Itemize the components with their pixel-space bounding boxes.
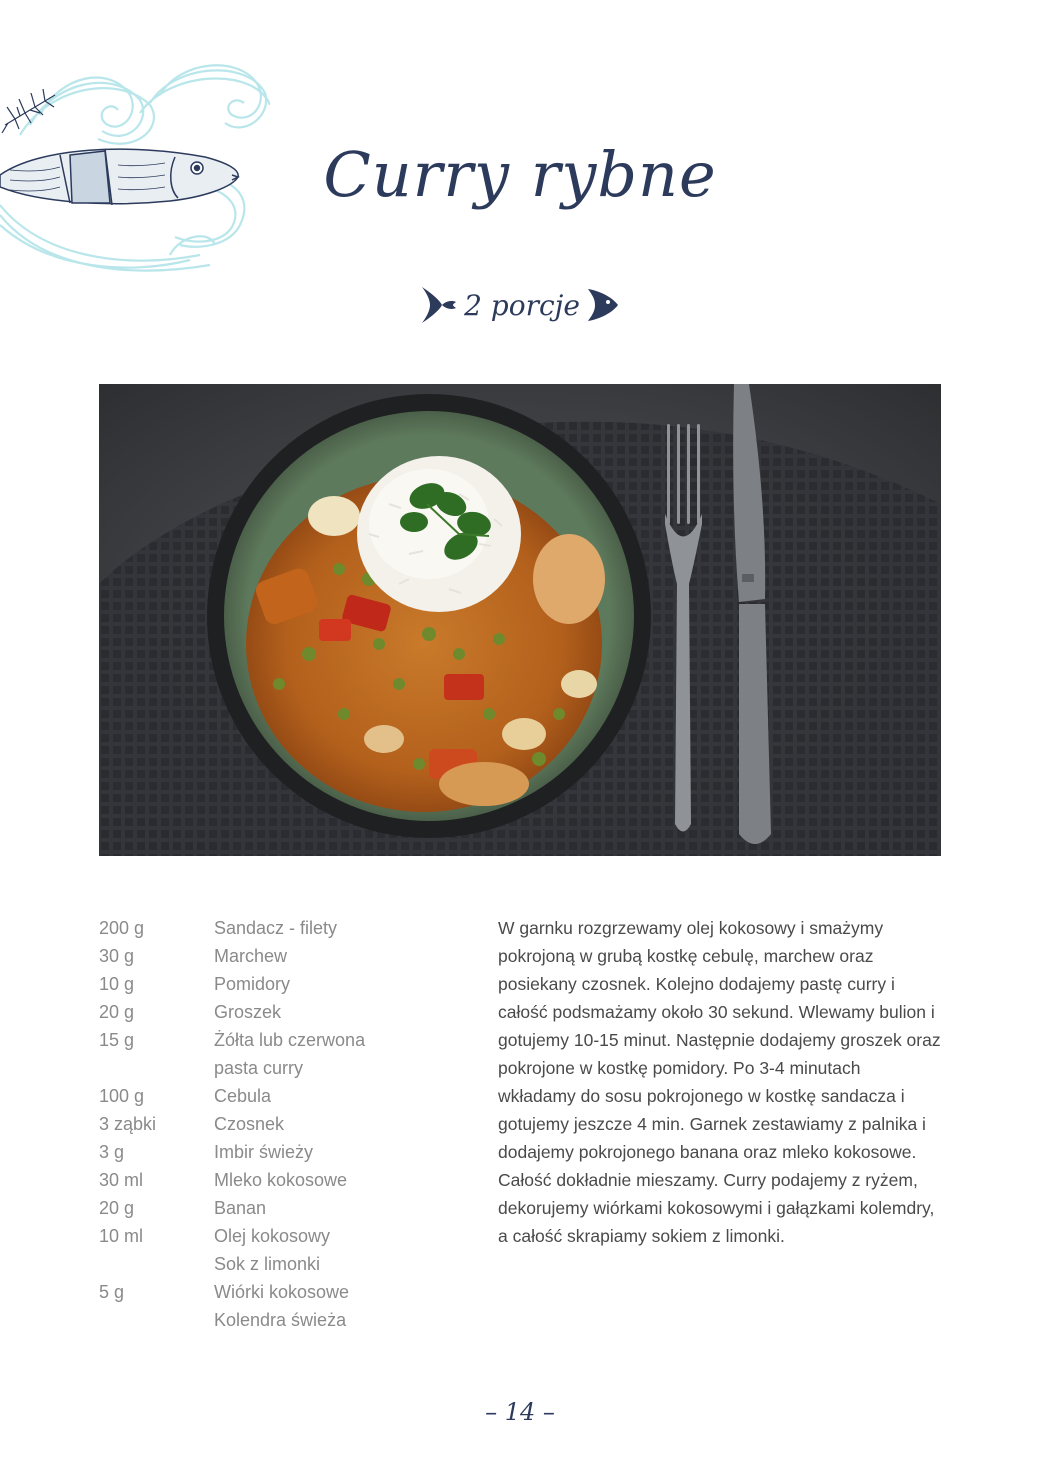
ingredient-name: Mleko kokosowe <box>214 1170 348 1190</box>
ingredient-name: Imbir świeży <box>214 1142 314 1162</box>
servings-banner <box>0 280 1040 330</box>
ingredient-qty: 20 g <box>99 1002 135 1022</box>
ingredient-qty: 3 g <box>99 1142 125 1162</box>
food-photo <box>99 384 941 856</box>
method-text: W garnku rozgrzewamy olej kokosowy i smażymy pokrojoną w grubą kostkę cebulę, marchew oraz posiekany czosnek. Kolejno dodajemy pastę curry i całość podsmażamy około 30 sekund. Wlewamy bulion i gotujemy 10-15 minut. Następnie dodajemy groszek oraz pokrojone w kostkę pomidory. Po 3-4 minutach wkładamy do sosu pokrojonego w kostkę sandacza i gotujemy jeszcze 4 min. Garnek zestawiamy z palnika i dodajemy pokrojonego banana oraz mleko kokosowe. Całość dokładnie mieszamy. Curry podajemy z ryżem, dekorujemy wiórkami kokosowymi i gałązkami kolemdry, a całość skrapiamy sokiem z limonki. <box>498 918 941 1246</box>
servings-label: 2 porcje <box>464 288 580 322</box>
ingredient-qty: 200 g <box>99 918 145 938</box>
ingredient-qty <box>99 1306 214 1334</box>
ingredient-qty <box>99 1250 214 1278</box>
ingredient-qty: 20 g <box>99 1198 135 1218</box>
ingredient-qty: 5 g <box>99 1282 125 1302</box>
ingredient-row <box>99 1222 459 1250</box>
ingredient-name: Sandacz - filety <box>214 918 338 938</box>
ingredient-name: Banan <box>214 1198 267 1218</box>
ingredient-name: Sok z limonki <box>214 1254 321 1274</box>
ingredient-qty: 15 g <box>99 1030 135 1050</box>
ingredient-name: Cebula <box>214 1086 272 1106</box>
ingredient-qty: 30 g <box>99 946 135 966</box>
ingredient-name: Pomidory <box>214 974 291 994</box>
ingredient-row <box>99 1278 459 1306</box>
fish-head-icon <box>586 285 620 325</box>
ingredient-row <box>99 1082 459 1110</box>
page-number: – 14 – <box>485 1398 555 1426</box>
ingredient-row <box>99 1194 459 1222</box>
ingredient-qty: 3 ząbki <box>99 1114 157 1134</box>
ingredient-row <box>99 942 459 970</box>
ingredient-qty: 30 ml <box>99 1170 144 1190</box>
ingredient-row <box>99 1306 459 1334</box>
ingredient-row <box>99 970 459 998</box>
ingredient-qty: 10 ml <box>99 1226 144 1246</box>
recipe-title: Curry rybne <box>323 138 717 211</box>
ingredient-row <box>99 1110 459 1138</box>
fish-tail-icon <box>420 285 458 325</box>
ingredient-row <box>99 1250 459 1278</box>
ingredient-list <box>99 914 459 1334</box>
ingredient-name: Wiórki kokosowe <box>214 1282 350 1302</box>
ingredient-qty: 10 g <box>99 974 135 994</box>
ingredient-row <box>99 1026 459 1082</box>
ingredient-name: Marchew <box>214 946 288 966</box>
ingredient-qty: 100 g <box>99 1086 145 1106</box>
ingredient-name: Groszek <box>214 1002 282 1022</box>
ingredient-name: Czosnek <box>214 1114 285 1134</box>
ingredient-row <box>99 1138 459 1166</box>
ingredient-row <box>99 1166 459 1194</box>
ingredient-row <box>99 998 459 1026</box>
ingredient-name: Olej kokosowy <box>214 1226 331 1246</box>
ingredient-name: Kolendra świeża <box>214 1310 347 1330</box>
ingredient-row <box>99 914 459 942</box>
ingredient-name: Żółta lub czerwona pasta curry <box>214 1030 366 1078</box>
